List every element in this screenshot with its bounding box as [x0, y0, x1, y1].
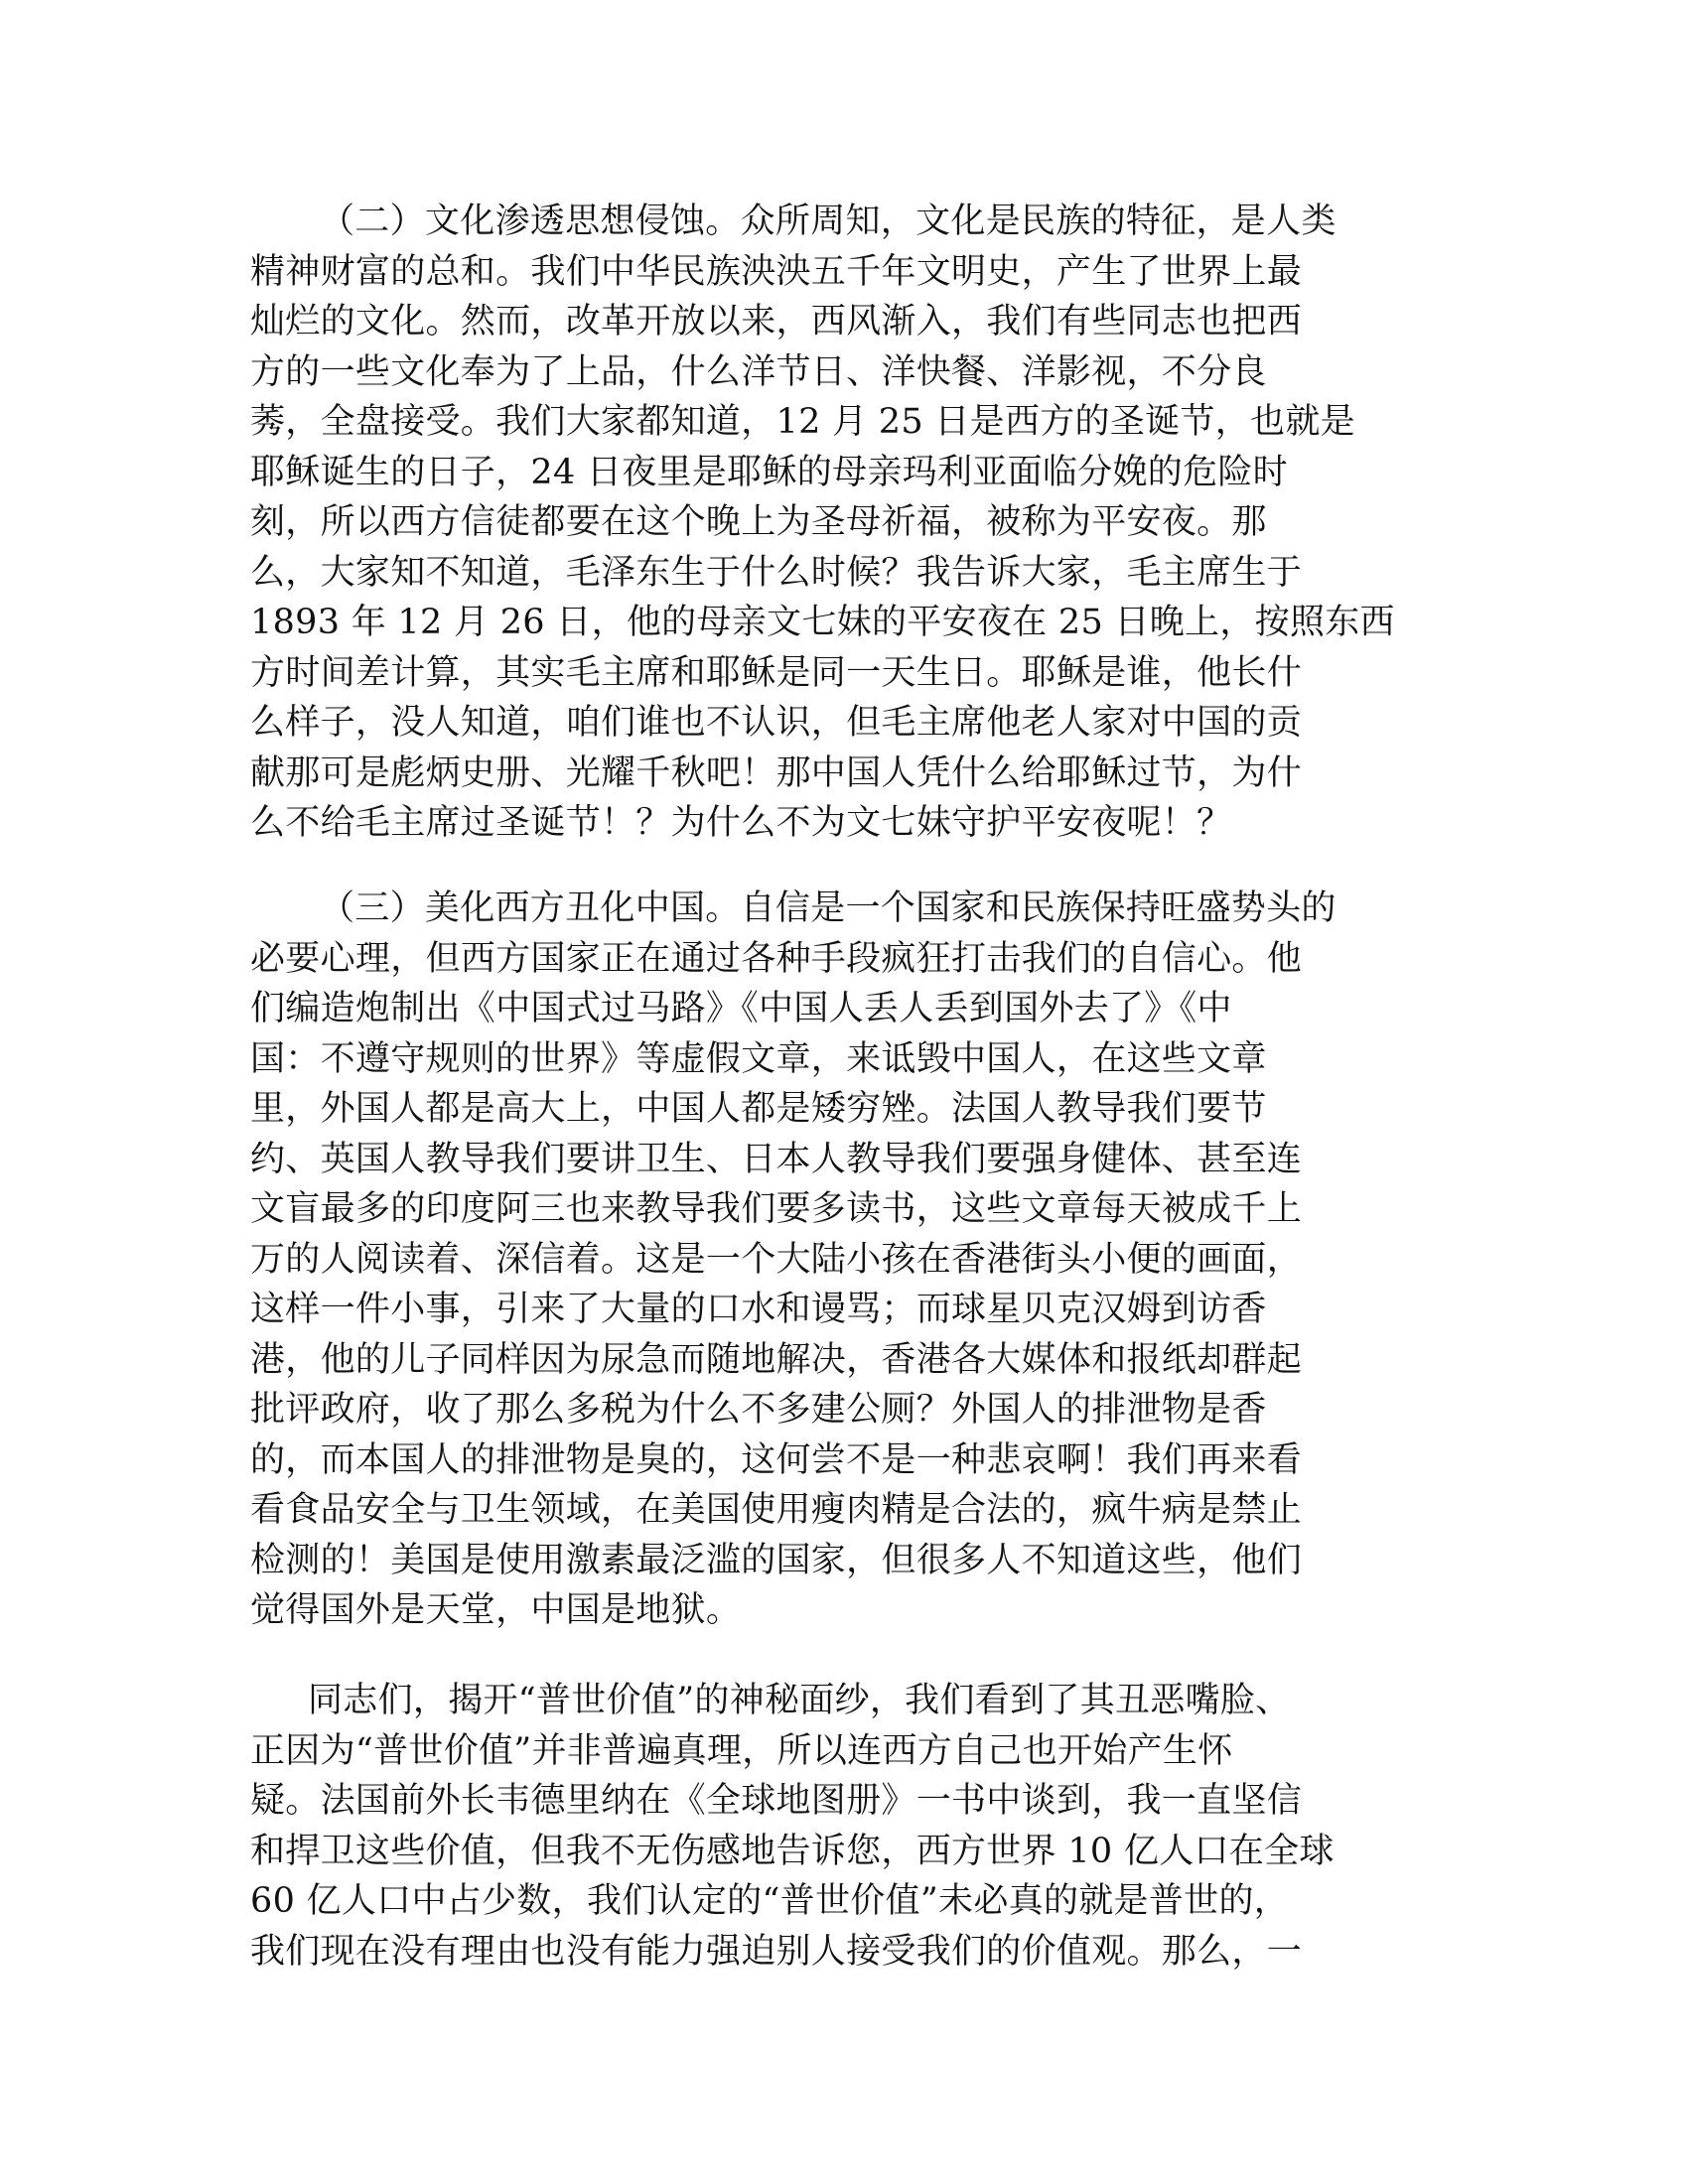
text-line: 文盲最多的印度阿三也来教导我们要多读书，这些文章每天被成千上: [250, 1189, 1303, 1229]
text-line: （三）美化西方丑化中国。自信是一个国家和民族保持旺盛势头的: [320, 888, 1336, 928]
text-line: 刻，所以西方信徒都要在这个晚上为圣母祈福，被称为平安夜。那: [250, 502, 1267, 542]
paragraph-beautify-west: [250, 884, 1442, 1636]
text-line: 和捍卫这些价值，但我不无伤感地告诉您，西方世界 10 亿人口在全球: [250, 1831, 1335, 1871]
text-line: 国：不遵守规则的世界》等虚假文章，来诋毁中国人，在这些文章: [250, 1038, 1267, 1079]
text-line: 60 亿人口中占少数，我们认定的“普世价值”未必真的就是普世的，: [250, 1881, 1290, 1921]
text-line: 么，大家知不知道，毛泽东生于什么时候？我告诉大家，毛主席生于: [250, 552, 1303, 593]
text-line: 港，他的儿子同样因为尿急而随地解决，香港各大媒体和报纸却群起: [250, 1339, 1303, 1380]
text-line: 灿烂的文化。然而，改革开放以来，西风渐入，我们有些同志也把西: [250, 302, 1303, 341]
text-line: 我们现在没有理由也没有能力强迫别人接受我们的价值观。那么，一: [250, 1931, 1303, 1972]
text-line: 疑。法国前外长韦德里纳在《全球地图册》一书中谈到，我一直坚信: [250, 1781, 1303, 1821]
text-line: （二）文化渗透思想侵蚀。众所周知，文化是民族的特征，是人类: [320, 202, 1336, 241]
text-line: 万的人阅读着、深信着。这是一个大陆小孩在香港街头小便的画面，: [250, 1239, 1303, 1280]
text-line: 莠，全盘接受。我们大家都知道，12 月 25 日是西方的圣诞节，也就是: [250, 402, 1355, 442]
text-line: 同志们，揭开“普世价值”的神秘面纱，我们看到了其丑恶嘴脸、: [308, 1681, 1291, 1720]
paragraph-comrades: [250, 1676, 1442, 1977]
text-line: 检测的！美国是使用激素最泛滥的国家，但很多人不知道这些，他们: [250, 1540, 1303, 1580]
text-line: 精神财富的总和。我们中华民族泱泱五千年文明史，产生了世界上最: [250, 251, 1303, 292]
text-line: 的，而本国人的排泄物是臭的，这何尝不是一种悲哀啊！我们再来看: [250, 1439, 1303, 1480]
text-line: 们编造炮制出《中国式过马路》《中国人丢人丢到国外去了》《中: [250, 989, 1232, 1028]
text-line: 方时间差计算，其实毛主席和耶稣是同一天生日。耶稣是谁，他长什: [250, 652, 1303, 693]
text-line: 觉得国外是天堂，中国是地狱。: [250, 1590, 742, 1630]
text-line: 批评政府，收了那么多税为什么不多建公厕？外国人的排泄物是香: [250, 1390, 1267, 1430]
text-line: 这样一件小事，引来了大量的口水和谩骂；而球星贝克汉姆到访香: [250, 1290, 1267, 1329]
text-line: 方的一些文化奉为了上品，什么洋节日、洋快餐、洋影视，不分良: [250, 351, 1267, 392]
text-line: 1893 年 12 月 26 日，他的母亲文七妹的平安夜在 25 日晚上，按照东西: [250, 603, 1395, 642]
text-line: 约、英国人教导我们要讲卫生、日本人教导我们要强身健体、甚至连: [250, 1139, 1303, 1179]
text-line: 必要心理，但西方国家正在通过各种手段疯狂打击我们的自信心。他: [250, 938, 1303, 979]
text-line: 里，外国人都是高大上，中国人都是矮穷矬。法国人教导我们要节: [250, 1089, 1267, 1129]
text-line: 正因为“普世价值”并非普遍真理，所以连西方自己也开始产生怀: [250, 1730, 1233, 1771]
text-line: 耶稣诞生的日子，24 日夜里是耶稣的母亲玛利亚面临分娩的危险时: [250, 452, 1288, 492]
text-line: 看食品安全与卫生领域，在美国使用瘦肉精是合法的，疯牛病是禁止: [250, 1490, 1303, 1530]
paragraph-culture-infiltration: [250, 197, 1442, 849]
text-line: 献那可是彪炳史册、光耀千秋吧！那中国人凭什么给耶稣过节，为什: [250, 752, 1303, 793]
text-line: 么不给毛主席过圣诞节！？为什么不为文七妹守护平安夜呢！？: [250, 803, 1232, 843]
text-line: 么样子，没人知道，咱们谁也不认识，但毛主席他老人家对中国的贡: [250, 703, 1303, 743]
